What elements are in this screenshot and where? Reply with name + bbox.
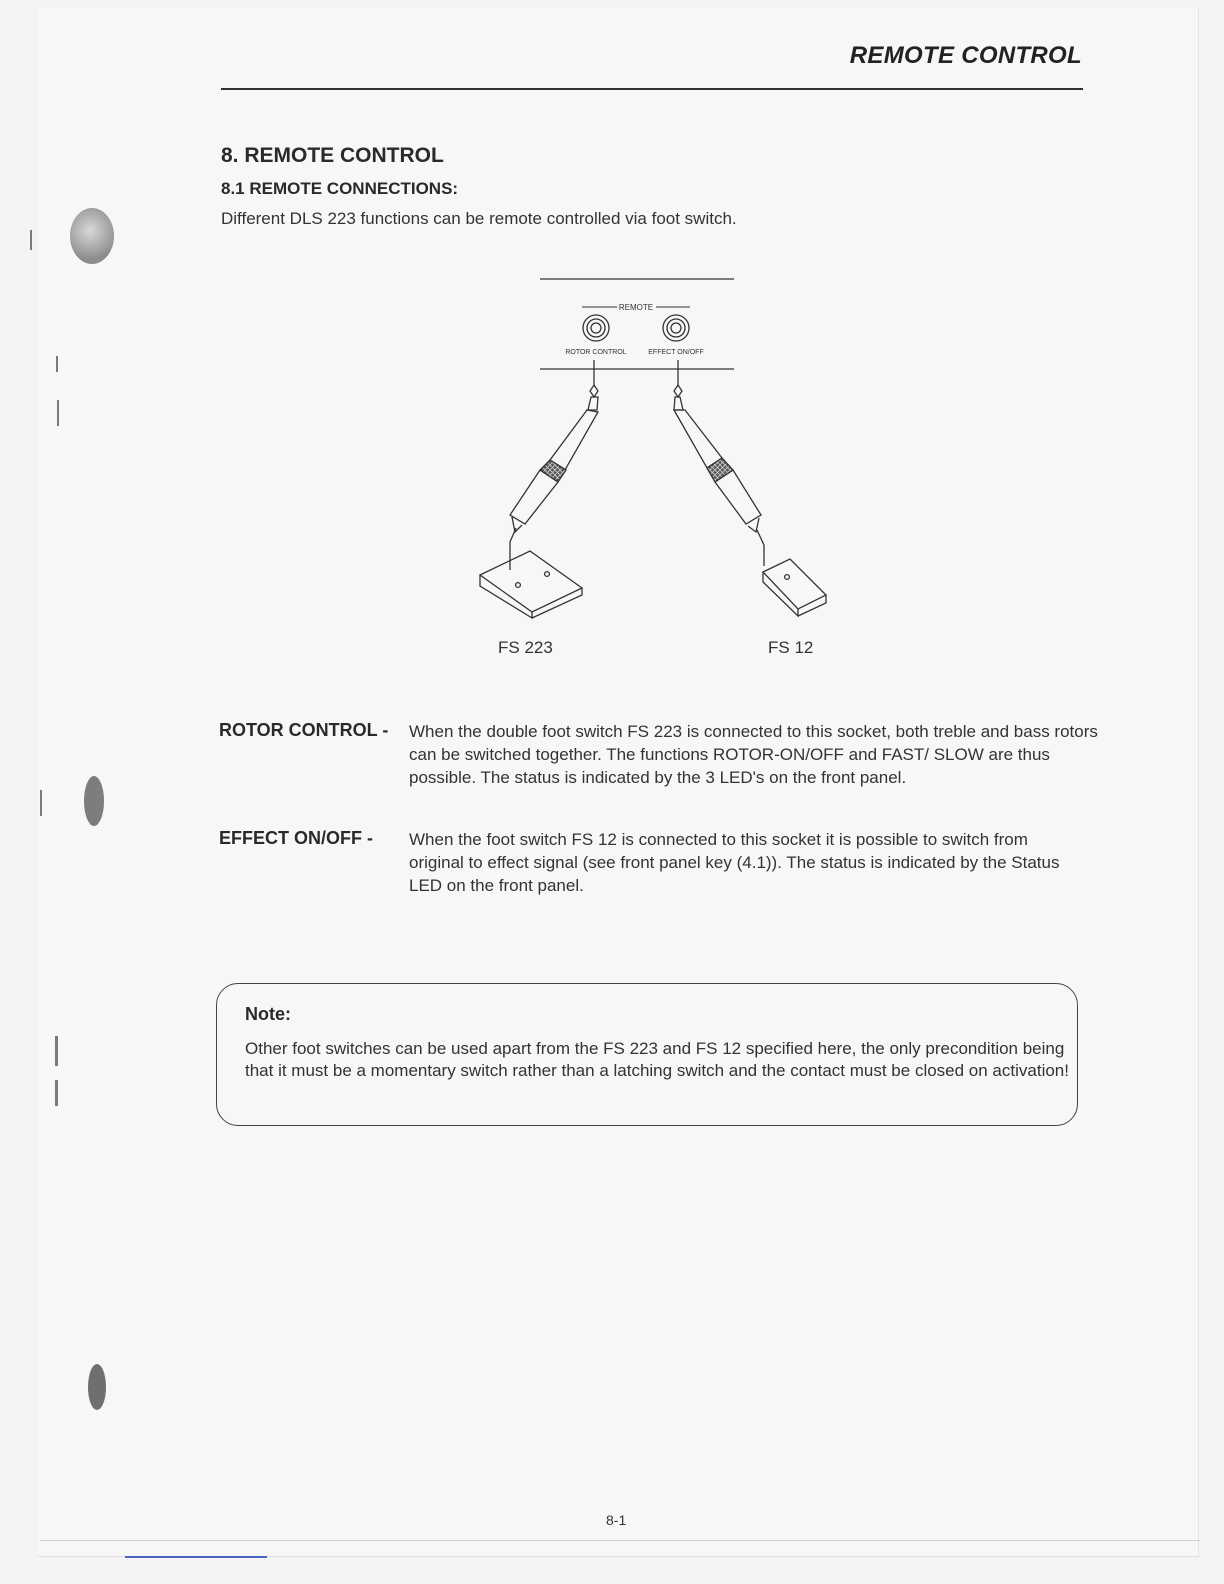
note-title: Note: [245, 1004, 291, 1024]
fs223-label: FS 223 [498, 638, 553, 657]
binder-hole-bottom [88, 1364, 106, 1410]
margin-mark [55, 1036, 58, 1066]
running-header: REMOTE CONTROL [849, 42, 1082, 69]
effect-onoff-jack-label: EFFECT ON/OFF [648, 349, 704, 356]
right-jack-plug-icon [674, 385, 764, 566]
subsection-title: 8.1 REMOTE CONNECTIONS: [221, 179, 459, 198]
effect-onoff-term: EFFECT ON/OFF - [219, 828, 373, 848]
bottom-rule [40, 1540, 1200, 1541]
rotor-control-term: ROTOR CONTROL - [219, 720, 389, 740]
remote-panel-label: REMOTE [618, 303, 654, 312]
effect-onoff-socket-icon [663, 315, 689, 341]
rotor-control-jack-label: ROTOR CONTROL [565, 349, 627, 356]
intro-text: Different DLS 223 functions can be remote controlled via foot switch. [221, 209, 737, 228]
effect-onoff-description: When the foot switch FS 12 is connected to this socket it is possible to switch from original to effect signal (see front panel key (4.1)). The status is indicated by the Status LED on the front panel. [409, 830, 1060, 895]
note-box [216, 983, 1078, 1126]
page-number: 8-1 [606, 1512, 627, 1528]
header-rule [221, 88, 1083, 90]
margin-mark [56, 356, 58, 372]
note-text: Other foot switches can be used apart from the FS 223 and FS 12 specified here, the only precondition being that it must be a momentary switch rather than a latching switch and the contact must be closed on activation! [245, 1039, 1069, 1080]
margin-mark [57, 400, 59, 426]
margin-mark [30, 230, 32, 250]
rotor-control-description: When the double foot switch FS 223 is connected to this socket, both treble and bass rotors can be switched together. The functions ROTOR-ON/OFF and FAST/ SLOW are thus possible. The status is indicated by the 3 LED's on the front panel. [409, 722, 1098, 787]
remote-connection-diagram [470, 270, 850, 640]
section-title: 8. REMOTE CONTROL [221, 144, 444, 167]
fs12-label: FS 12 [768, 638, 814, 657]
binder-hole-middle [84, 776, 104, 826]
fs12-footswitch-icon [763, 559, 826, 616]
rotor-control-socket-icon [583, 315, 609, 341]
binder-hole-top [70, 208, 114, 264]
margin-mark [40, 790, 42, 816]
blue-underline [125, 1556, 267, 1558]
left-jack-plug-icon [510, 385, 598, 570]
fs223-footswitch-icon [480, 551, 582, 618]
margin-mark [55, 1080, 58, 1106]
